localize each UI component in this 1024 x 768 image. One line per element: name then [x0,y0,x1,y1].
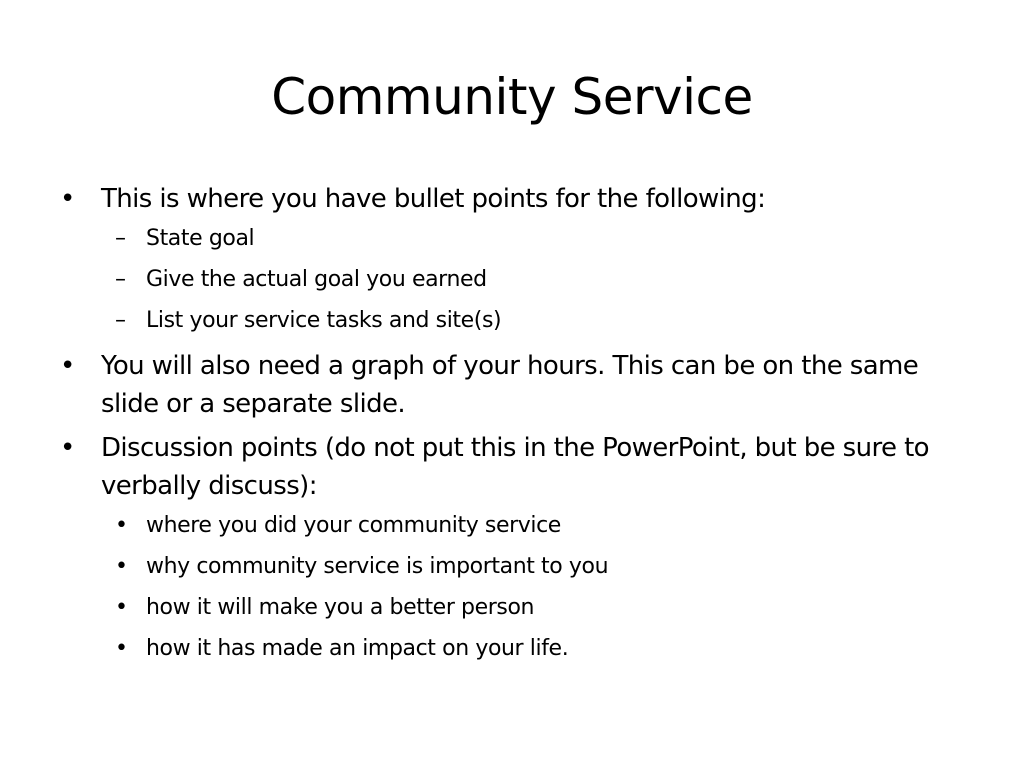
bullet-item [60,180,980,218]
dash-marker: – [115,226,126,251]
sub-bullet-item [60,511,980,541]
bullet-marker: • [115,513,128,538]
bullet-marker: • [60,184,75,214]
slide-body [60,180,980,675]
sub-bullet-text: List your service tasks and site(s) [146,308,502,333]
sub-bullet-text: how it will make you a better person [146,595,535,620]
sub-bullet-item [60,552,980,582]
bullet-item [60,429,980,505]
bullet-marker: • [115,595,128,620]
bullet-marker: • [115,554,128,579]
bullet-marker: • [115,636,128,661]
sub-bullet-item [60,306,980,336]
bullet-marker: • [60,351,75,381]
sub-bullet-item [60,224,980,254]
sub-bullet-text: State goal [146,226,255,251]
bullet-text: Discussion points (do not put this in the PowerPoint, but be sure to verbally discuss): [101,433,929,501]
sub-bullet-text: why community service is important to you [146,554,609,579]
bullet-text: You will also need a graph of your hours. This can be on the same slide or a separate slide. [101,351,919,419]
bullet-marker: • [60,433,75,463]
sub-bullet-item [60,593,980,623]
sub-bullet-text: where you did your community service [146,513,561,538]
sub-bullet-text: how it has made an impact on your life. [146,636,569,661]
sub-bullet-text: Give the actual goal you earned [146,267,487,292]
bullet-text: This is where you have bullet points for the following: [101,184,766,214]
slide-title: Community Service [271,68,753,126]
bullet-item [60,347,980,423]
sub-bullet-item [60,265,980,295]
dash-marker: – [115,267,126,292]
dash-marker: – [115,308,126,333]
sub-bullet-item [60,634,980,664]
